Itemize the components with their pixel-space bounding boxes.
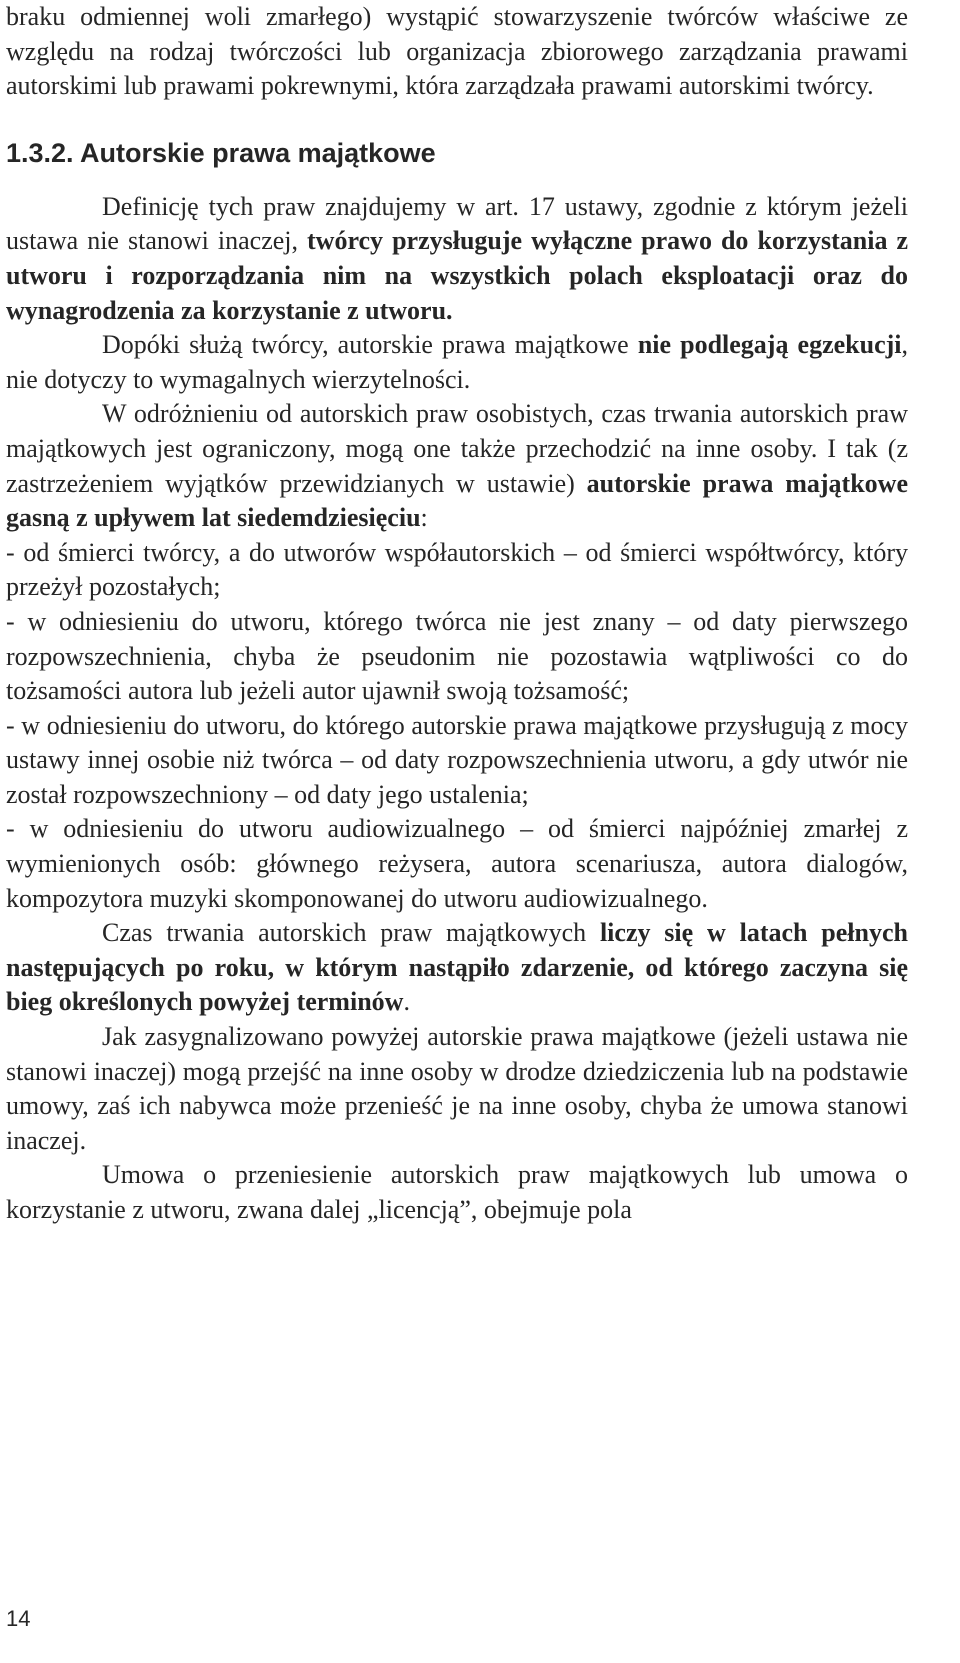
paragraph-text: Definicję tych praw znajdujemy w art. 17 ustawy, zgodnie z którym jeżeli ustawa nie stanowi inaczej, <box>6 191 908 256</box>
paragraph-text: , nie dotyczy to wymagalnych wierzytelności. <box>6 330 908 394</box>
paragraph-definition <box>6 190 908 328</box>
paragraph-bold-text: liczy się w latach pełnych następujących po roku, w którym nastąpiło zdarzenie, od którego zaczyna się bieg określonych powyżej terminów <box>6 918 908 1017</box>
paragraph-bold-text: nie podlegają egzekucji <box>637 330 902 360</box>
paragraph-bold-text: autorskie prawa majątkowe gasną z upływem lat siedemdziesięciu <box>6 468 908 533</box>
list-item: - w odniesieniu do utworu, którego twórca nie jest znany – od daty pierwszego rozpowszechnienia, chyba że pseudonim nie pozostawia wątpliwości co do tożsamości autora lub jeżeli autor ujawnił swoją tożsamość; <box>6 606 908 706</box>
list-item: - w odniesieniu do utworu, do którego autorskie prawa majątkowe przysługują z mocy ustawy innej osobie niż twórca – od daty rozpowszechnienia utworu, a gdy utwór nie został rozpowszechniony – od daty jego ustalenia; <box>6 710 908 809</box>
paragraph-text: W odróżnieniu od autorskich praw osobistych, czas trwania autorskich praw majątkowych jest ograniczony, mogą one także przechodzić na inne osoby. I tak (z zastrzeżeniem wyjątków przewidzianych w ustawie) <box>6 399 908 498</box>
paragraph-text: Dopóki służą twórcy, autorskie prawa majątkowe <box>102 330 638 360</box>
paragraph-license: Umowa o przeniesienie autorskich praw majątkowych lub umowa o korzystanie z utworu, zwana dalej „licencją”, obejmuje pola <box>6 1160 908 1224</box>
paragraph-transfer: Jak zasygnalizowano powyżej autorskie prawa majątkowe (jeżeli ustawa nie stanowi inaczej) mogą przejść na inne osoby w drodze dziedziczenia lub na podstawie umowy, zaś ich nabywca może przenieść je na inne osoby, chyba że umowa stanowi inaczej. <box>6 1022 908 1155</box>
paragraph-text: : <box>420 503 428 533</box>
paragraph-text: Czas trwania autorskich praw majątkowych <box>102 918 600 948</box>
page-number: 14 <box>6 1606 31 1631</box>
intro-paragraph: braku odmiennej woli zmarłego) wystąpić stowarzyszenie twórców właściwe ze względu na rodzaj twórczości lub organizacja zbiorowego zarządzania prawami autorskimi lub prawami pokrewnymi, która zarządzała prawami autorskimi twórcy. <box>6 2 908 101</box>
section-heading: 1.3.2. Autorskie prawa majątkowe <box>6 137 436 168</box>
paragraph-enforcement <box>6 328 908 397</box>
paragraph-duration <box>6 397 908 535</box>
paragraph-bold-text: twórcy przysługuje wyłączne prawo do korzystania z utworu i rozporządzania nim na wszystkich polach eksploatacji oraz do wynagrodzenia za korzystanie z utworu. <box>6 226 909 325</box>
paragraph-text: . <box>403 987 410 1017</box>
list-item: - od śmierci twórcy, a do utworów współautorskich – od śmierci współtwórcy, który przeżył pozostałych; <box>6 537 908 602</box>
paragraph-counting <box>6 916 908 1020</box>
list-item: - w odniesieniu do utworu audiowizualnego – od śmierci najpóźniej zmarłej z wymienionych osób: głównego reżysera, autora scenariusza, autora dialogów, kompozytora muzyki skomponowanej do utworu audiowizualnego. <box>6 814 908 913</box>
document-page <box>6 0 908 1228</box>
